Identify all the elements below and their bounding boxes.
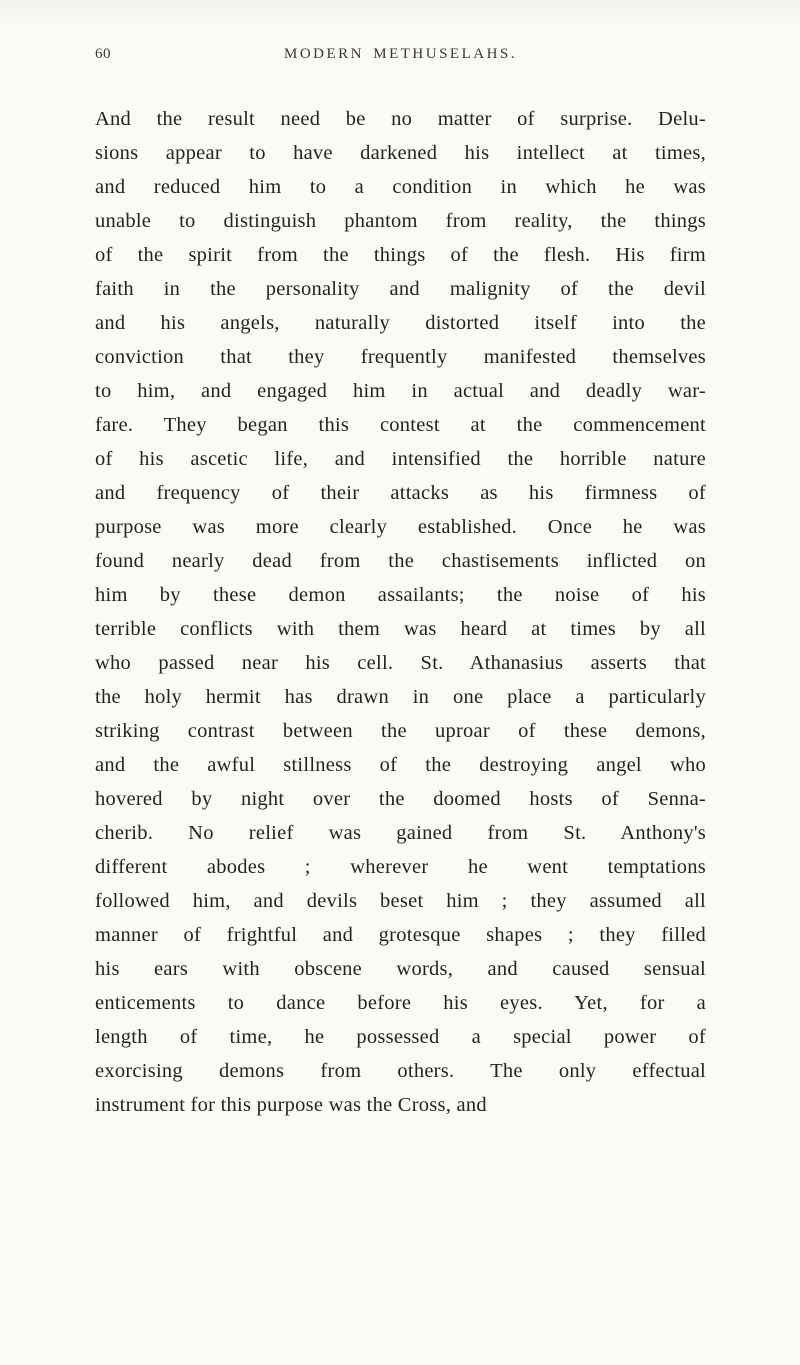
text-line: the holy hermit has drawn in one place a particularly — [95, 686, 706, 708]
page-number: 60 — [95, 46, 111, 62]
text-line: terrible conflicts with them was heard at times by all — [95, 618, 706, 640]
text-line: him by these demon assailants; the noise of his — [95, 584, 706, 606]
text-line: and frequency of their attacks as his firmness of — [95, 482, 706, 504]
text-line: followed him, and devils beset him ; they assumed all — [95, 890, 706, 912]
text-line: his ears with obscene words, and caused sensual — [95, 958, 706, 980]
text-line: fare. They began this contest at the commencement — [95, 414, 706, 436]
text-line: hovered by night over the doomed hosts of Senna- — [95, 788, 706, 810]
text-line: enticements to dance before his eyes. Yet, for a — [95, 992, 706, 1014]
text-line: to him, and engaged him in actual and deadly war- — [95, 380, 706, 402]
page-header — [95, 46, 706, 68]
text-line: of his ascetic life, and intensified the horrible nature — [95, 448, 706, 470]
text-line: found nearly dead from the chastisements inflicted on — [95, 550, 706, 572]
text-line: faith in the personality and malignity of the devil — [95, 278, 706, 300]
text-line: conviction that they frequently manifested themselves — [95, 346, 706, 368]
text-line: sions appear to have darkened his intellect at times, — [95, 142, 706, 164]
text-line: length of time, he possessed a special power of — [95, 1026, 706, 1048]
text-line: striking contrast between the uproar of these demons, — [95, 720, 706, 742]
text-line: And the result need be no matter of surprise. Delu- — [95, 108, 706, 130]
text-line: different abodes ; wherever he went temptations — [95, 856, 706, 878]
text-line: of the spirit from the things of the flesh. His firm — [95, 244, 706, 266]
text-line: and the awful stillness of the destroying angel who — [95, 754, 706, 776]
text-line: unable to distinguish phantom from reality, the things — [95, 210, 706, 232]
text-line: manner of frightful and grotesque shapes ; they filled — [95, 924, 706, 946]
text-line: purpose was more clearly established. Once he was — [95, 516, 706, 538]
text-line: and his angels, naturally distorted itself into the — [95, 312, 706, 334]
running-head: MODERN METHUSELAHS. — [283, 46, 517, 62]
text-line: who passed near his cell. St. Athanasius asserts that — [95, 652, 706, 674]
text-line: instrument for this purpose was the Cross, and — [95, 1094, 487, 1116]
body-text — [95, 102, 706, 1122]
text-line: and reduced him to a condition in which he was — [95, 176, 706, 198]
text-line: exorcising demons from others. The only effectual — [95, 1060, 706, 1082]
text-line: cherib. No relief was gained from St. Anthony's — [95, 822, 706, 844]
